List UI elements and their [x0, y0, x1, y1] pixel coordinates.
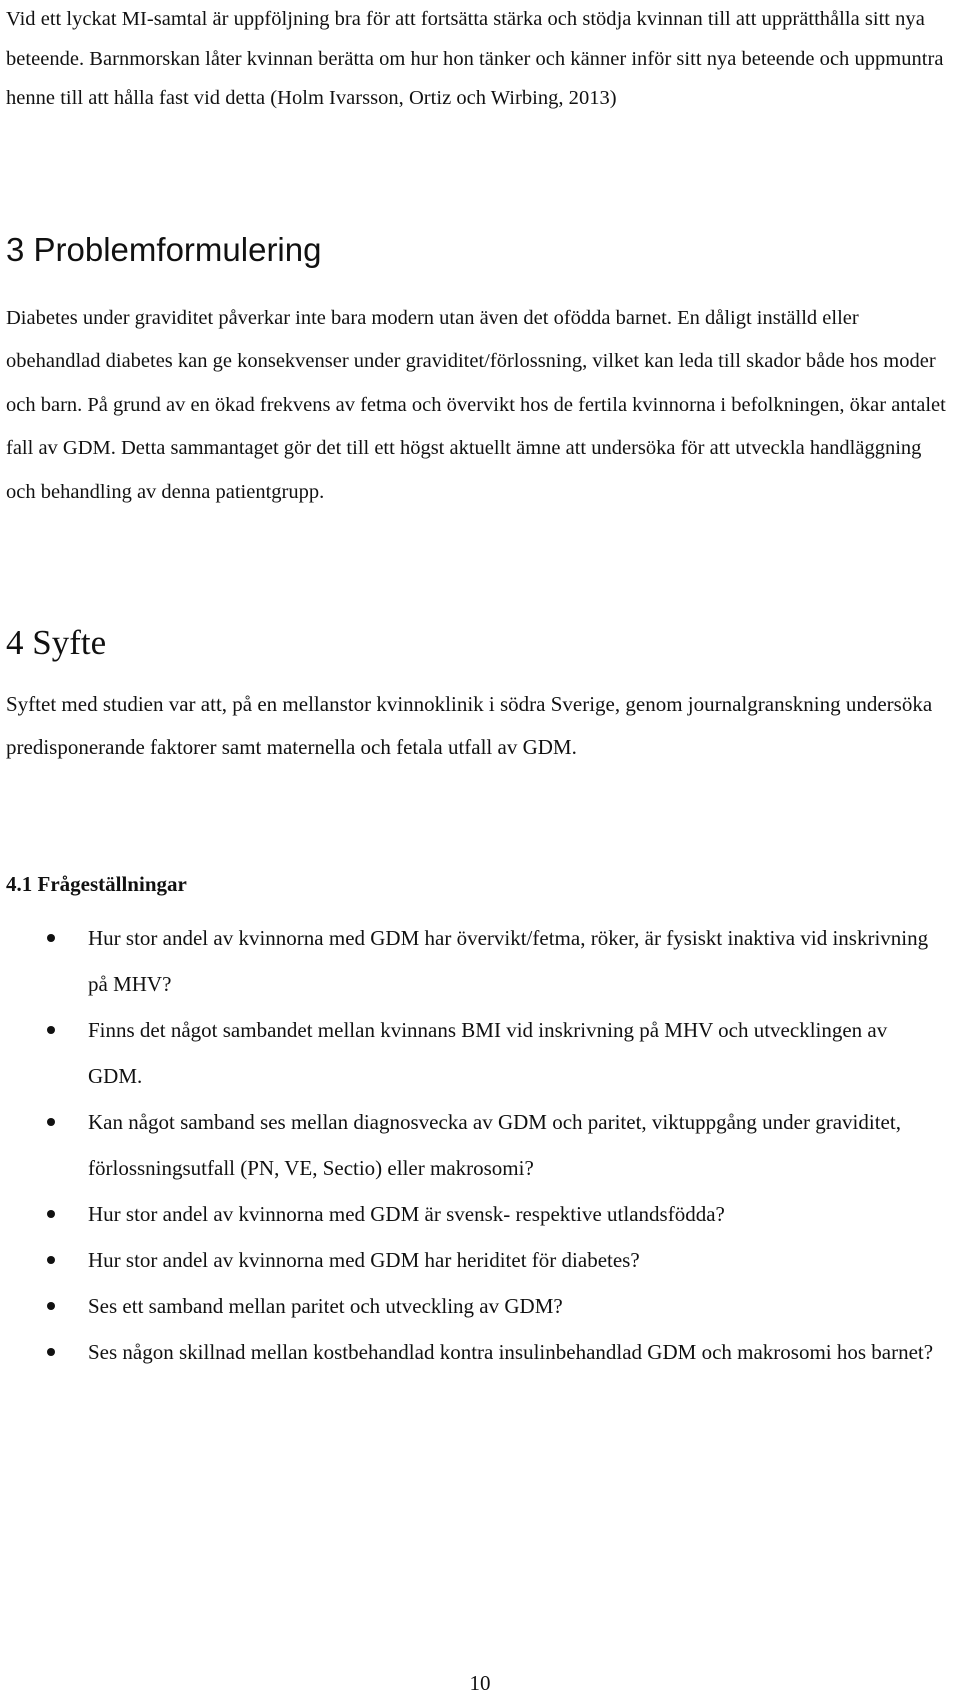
- bullet-icon: [47, 1256, 55, 1264]
- list-item-text: Kan något samband ses mellan diagnosvecka av GDM och paritet, viktuppgång under graviditet, förlossningsutfall (PN, VE, Sectio) eller makrosomi?: [88, 1110, 901, 1180]
- list-item: [0, 1099, 960, 1191]
- bullet-icon: [47, 1118, 55, 1126]
- list-item: [0, 1237, 960, 1283]
- list-item: [0, 1191, 960, 1237]
- list-item: [0, 1329, 960, 1375]
- syfte-heading: 4 Syfte: [6, 623, 107, 662]
- syfte-paragraph: Syftet med studien var att, på en mellanstor kvinnoklinik i södra Sverige, genom journalgranskning undersöka predisponerande faktorer samt maternella och fetala utfall av GDM.: [6, 692, 933, 759]
- bullet-icon: [47, 934, 55, 942]
- list-item-text: Ses ett samband mellan paritet och utveckling av GDM?: [88, 1294, 563, 1318]
- list-item: [0, 915, 960, 1007]
- bullet-icon: [47, 1348, 55, 1356]
- fragestallningar-heading: 4.1 Frågeställningar: [6, 872, 187, 896]
- list-item-text: Hur stor andel av kvinnorna med GDM har heriditet för diabetes?: [88, 1248, 640, 1272]
- intro-paragraph: Vid ett lyckat MI-samtal är uppföljning bra för att fortsätta stärka och stödja kvinnan till att upprätthålla sitt nya beteende. Barnmorskan låter kvinnan berätta om hur hon tänker och känner inför sitt nya beteende och uppmuntra henne till att hålla fast vid detta (Holm Ivarsson, Ortiz och Wirbing, 2013): [6, 8, 944, 109]
- bullet-icon: [47, 1302, 55, 1310]
- problem-paragraph: Diabetes under graviditet påverkar inte bara modern utan även det ofödda barnet. En dåligt inställd eller obehandlad diabetes kan ge konsekvenser under graviditet/förlossning, vilket kan leda till skador både hos moder och barn. På grund av en ökad frekvens av fetma och övervikt hos de fertila kvinnorna i befolkningen, ökar antalet fall av GDM. Detta sammantaget gör det till ett högst aktuellt ämne att undersöka för att utveckla handläggning och behandling av denna patientgrupp.: [6, 307, 946, 503]
- list-item-text: Ses någon skillnad mellan kostbehandlad kontra insulinbehandlad GDM och makrosomi hos barnet?: [88, 1340, 934, 1364]
- list-item: [0, 1283, 960, 1329]
- bullet-icon: [47, 1026, 55, 1034]
- problem-heading: 3 Problemformulering: [6, 231, 322, 268]
- list-item-text: Hur stor andel av kvinnorna med GDM är svensk- respektive utlandsfödda?: [88, 1202, 725, 1226]
- list-item-text: Finns det något sambandet mellan kvinnans BMI vid inskrivning på MHV och utvecklingen av GDM.: [88, 1018, 888, 1088]
- bullet-icon: [47, 1210, 55, 1218]
- list-item-text: Hur stor andel av kvinnorna med GDM har övervikt/fetma, röker, är fysiskt inaktiva vid inskrivning på MHV?: [88, 926, 929, 996]
- page-number: 10: [469, 1671, 491, 1695]
- list-item: [0, 1007, 960, 1099]
- fragestallningar-list: [0, 915, 960, 1375]
